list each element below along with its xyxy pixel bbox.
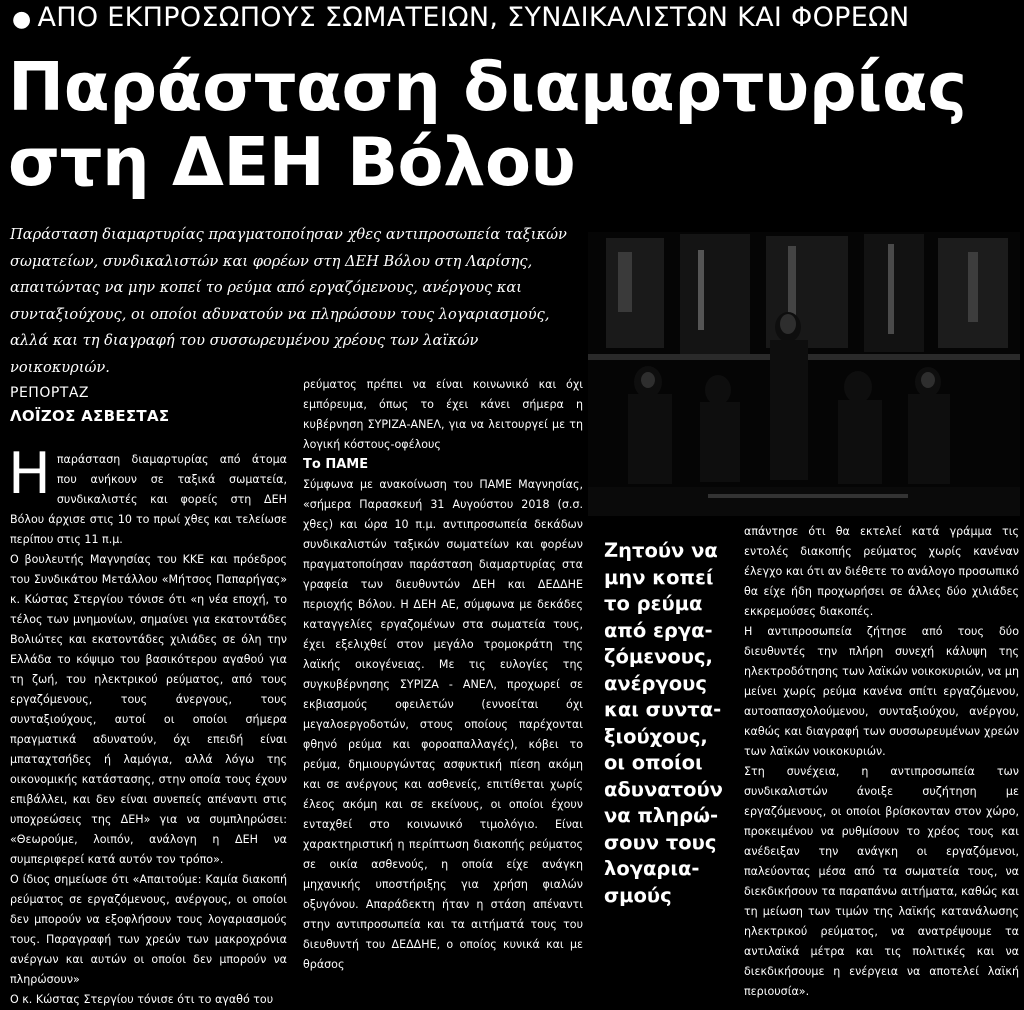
pull-quote-line: οι οποίοι (604, 751, 703, 774)
dropcap: Η (8, 441, 51, 507)
paragraph: Η αντιπροσωπεία ζήτησε από τους δύο διευθυντές την πλήρη συνεχή κάλυψη της ηλεκτροδότησης των λαϊκών νοικοκυριών, να μη μείνει χωρίς ρεύμα κανένα σπίτι εργαζόμενου, αυτοαπασχολούμενου, συνταξιούχου, ανέργου, καθώς και διαγραφή των συσσωρευμένων χρεών των λαϊκών νοικοκυριών. (744, 625, 1019, 758)
pull-quote-line: λογαρια- (604, 857, 700, 880)
paragraph: Ο κ. Κώστας Στεργίου τόνισε ότι το αγαθό του (10, 993, 274, 1006)
bullet-icon: ● (12, 7, 32, 32)
pull-quote (604, 538, 730, 909)
pull-quote-line: ανέργους (604, 671, 707, 695)
pull-quote-line: μην κοπεί (604, 565, 714, 589)
headline-line-2: στη ΔΕΗ Βόλου (8, 123, 576, 201)
paragraph: Στη συνέχεια, η αντιπροσωπεία των συνδικαλιστών άνοιξε συζήτηση με εργαζόμενους, οι οποίοι βρίσκονταν στον χώρο, προκειμένου να ρυθμίσουν το χρέος τους και ανέδειξαν την ανάγκη οι εργαζόμενοι, παλεύοντας μέσα από τα σωματεία τους, να διεκδικήσουν τα παραπάνω αιτήματα, καθώς και τη μείωση των τιμών της λαϊκής κατανάλωσης ηλεκτρικού ρεύματος, να ανατρέψουμε τα αντιλαϊκά μέτρα και τις πολιτικές και να διεκδικήσουμε η ενέργεια να αποτελεί λαϊκή περιουσία». (744, 765, 1019, 998)
section-kicker (12, 2, 1017, 33)
pull-quote-line: σουν τους (604, 830, 717, 854)
pull-quote-line: ζόμενους, (604, 645, 713, 668)
pull-quote-line: από εργα- (604, 618, 713, 642)
pull-quote-line: σμούς (604, 883, 672, 907)
photo-image (588, 232, 1020, 516)
paragraph: Ο βουλευτής Μαγνησίας του ΚΚΕ και πρόεδρος του Συνδικάτου Μετάλλου «Μήτσος Παπαρήγας» κ. Κώστας Στεργίου τόνισε ότι «η νέα εποχή, το τέλος των μνημονίων, σημαίνει για εκατοντάδες Βολιώτες και εκατοντάδες χιλιάδες σε όλη την Ελλάδα το κόψιμο του βασικότερου αγαθού για τη ζωή, του ηλεκτρικού ρεύματος, από τους εργαζόμενους, τους άνεργους, τους συνταξιούχους, αυτοί οι οποίοι σήμερα πραγματικά αδυνατούν, όχι επειδή είναι μπαταχτσήδες ή λαμόγια, αλλά λόγω της οικονομικής κατάστασης, στην οποία τους έχουν επιβάλλει, και δεν είναι συνεπείς απέναντι στις υποχρεώσεις της ΔΕΗ» για να συμπληρώσει: «Θεωρούμε, λοιπόν, ανάλογη η ΔΕΗ να συμπεριφερεί κατά αυτόν τον τρόπο». (10, 553, 287, 866)
paragraph: απάντησε ότι θα εκτελεί κατά γράμμα τις εντολές διακοπής ρεύματος χωρίς κανέναν έλεγχο και ότι αν διέθετε το ανάλογο προσωπικό θα είχε ήδη προχωρήσει σε άλλες δύο χιλιάδες εκκρεμούσες διακοπές. (744, 525, 1019, 618)
pull-quote-line: αδυνατούν (604, 777, 723, 801)
paragraph: ρεύματος πρέπει να είναι κοινωνικό και όχι εμπόρευμα, όπως το έχει κάνει σήμερα η κυβέρνηση ΣΥΡΙΖΑ-ΑΝΕΛ, για να λειτουργεί με τη λογική κόστους-οφέλους (303, 378, 583, 451)
pull-quote-line: Ζητούν να (604, 539, 718, 562)
byline-label: ΡΕΠΟΡΤΑΖ (10, 385, 89, 401)
lead-paragraph: Παράσταση διαμαρτυρίας πραγματοποίησαν χθες αντιπροσωπεία ταξικών σωματείων, συνδικαλιστών και φορέων στη ΔΕΗ Βόλου στη Λαρίσης, απαιτώντας να μην κοπεί το ρεύμα από εργαζόμενους, ανέργους και συνταξιούχους, οι οποίοι αδυνατούν να πληρώσουν τους λογαριασμούς, αλλά και τη διαγραφή του συσσωρευμένου χρέους των λαϊκών νοικοκυριών. (10, 226, 567, 376)
byline-author: ΛΟΪΖΟΣ ΑΣΒΕΣΤΑΣ (10, 407, 170, 425)
protest-photo (588, 232, 1020, 516)
paragraph: παράσταση διαμαρτυρίας από άτομα που ανήκουν σε ταξικά σωματεία, συνδικαλιστές και φορείς στη ΔΕΗ Βόλου άρχισε στις 10 το πρωί χθες και τελείωσε περίπου στις 11 π.μ. (10, 453, 287, 546)
article-column-4 (744, 522, 1019, 1002)
pull-quote-line: να πληρώ- (604, 804, 719, 827)
pull-quote-line: ξιούχους, (604, 724, 708, 748)
paragraph: Ο ίδιος σημείωσε ότι «Απαιτούμε: Καμία διακοπή ρεύματος σε εργαζόμενους, ανέργους, οι οποίοι δεν μπορούν να εξοφλήσουν τους λογαριασμούς τους. Παραγραφή των χρεών των μακροχρόνια ανέργων και αυτών οι οποίοι δεν μπορούν να πληρώσουν» (10, 873, 287, 986)
article-column-2 (303, 375, 583, 975)
headline-line-1: Παράσταση διαμαρτυρίας (8, 48, 967, 126)
pull-quote-line: το ρεύμα (604, 592, 703, 615)
kicker-text: ΑΠΟ ΕΚΠΡΟΣΩΠΟΥΣ ΣΩΜΑΤΕΙΩΝ, ΣΥΝΔΙΚΑΛΙΣΤΩΝ ΚΑΙ ΦΟΡΕΩΝ (37, 2, 910, 33)
pull-quote-line: και συντα- (604, 698, 722, 721)
article-column-1 (8, 441, 287, 1010)
subheading: Το ΠΑΜΕ (303, 457, 369, 472)
headline (8, 50, 1018, 200)
paragraph: Σύμφωνα με ανακοίνωση του ΠΑΜΕ Μαγνησίας, «σήμερα Παρασκευή 31 Αυγούστου 2018 (σ.σ. χθες) και ώρα 10 π.μ. αντιπροσωπεία δεκάδων συνδικαλιστών ταξικών σωματείων και φορέων πραγματοποίησαν παράσταση διαμαρτυρίας στα γραφεία των διευθυντών ΔΕΗ και ΔΕΔΔΗΕ περιοχής Βόλου. Η ΔΕΗ ΑΕ, σύμφωνα με δεκάδες καταγγελίες εργαζομένων στα σωματεία τους, έχει εξελιχθεί στον μεγάλο τρομοκράτη της λαϊκής οικογένειας. Με τις ευλογίες της συγκυβέρνησης ΣΥΡΙΖΑ - ΑΝΕΛ, προχωρεί σε εκβιασμούς οφειλετών (εννοείται όχι μεγαλοεργοδοτών, στους οποίους παρέχονται φθηνό ρεύμα και φοροαπαλλαγές), κόβει το ρεύμα, δημιουργώντας ασφυκτική πίεση ακόμη και σε ανέργους και ασθενείς, επιτίθεται χωρίς έλεος ακόμη και σε εκείνους, οι οποίοι έχουν ενταχθεί στο κοινωνικό τιμολόγιο. Είναι χαρακτηριστική η περίπτωση διακοπής ρεύματος σε οικία ασθενούς, η οποία είχε ανάγκη μηχανικής υποστήριξης για χρήση φιαλών οξυγόνου. Απαράδεκτη ήταν η στάση απέναντι στην αντιπροσωπεία και τα αιτήματά τους του διευθυντή του ΔΕΔΔΗΕ, ο οποίος κυνικά και με θράσος (303, 478, 583, 971)
